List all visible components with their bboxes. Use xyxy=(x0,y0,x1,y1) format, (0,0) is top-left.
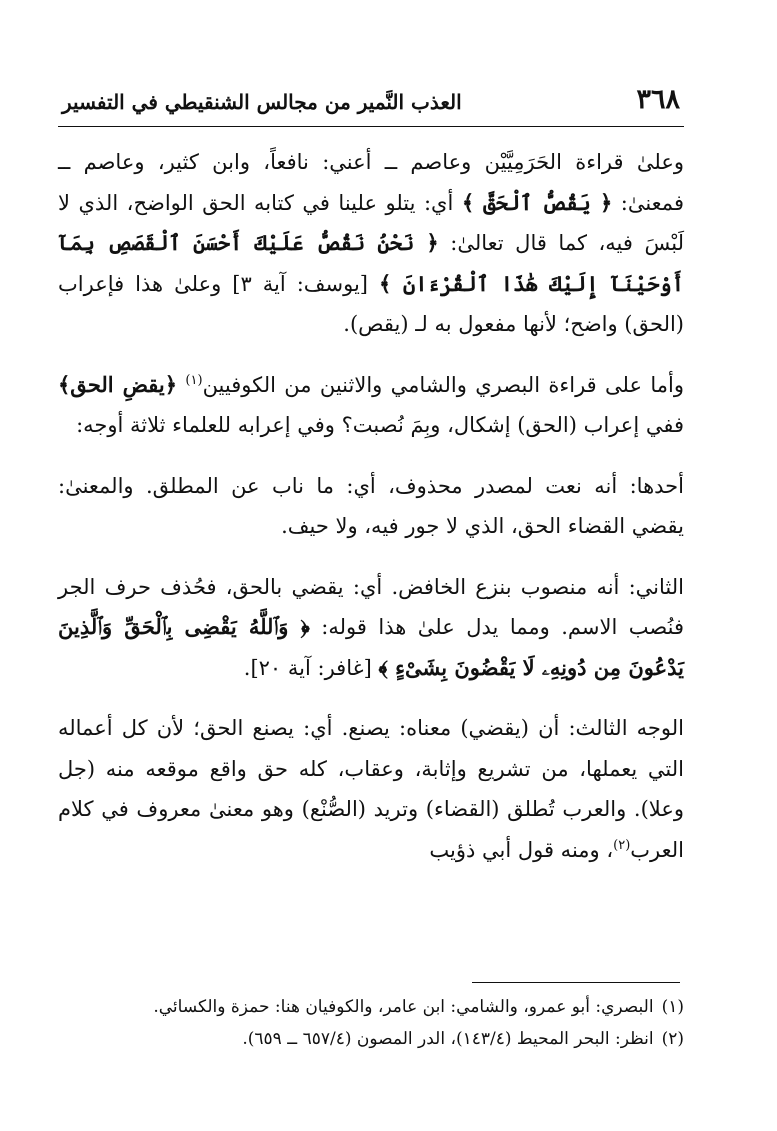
footnote-ref-2[interactable]: (٢) xyxy=(613,837,631,853)
quran-reading: ﴿يقضِ الحق﴾ xyxy=(58,371,178,397)
text-run: وعلىٰ قراءة الحَرَمِيَّيْن وعاصم ــ أعني: نافعاً، وابن كثير، وعاصم ــ فمعنىٰ: xyxy=(58,150,684,215)
quran-verse: ﴿ وَٱللَّهُ يَقْضِى بِٱلْحَقِّ وَٱلَّذِينَ يَدْعُونَ مِن دُونِهِۦ لَا يَقْضُونَ بِشَىْءٍ ﴾ xyxy=(58,614,684,680)
paragraph-4 xyxy=(58,567,684,689)
page-number: ٣٦٨ xyxy=(636,84,680,115)
text-run: [غافر: آية ٢٠]. xyxy=(243,655,379,680)
quran-verse: ﴿ نَحْنُ نَقُصُّ عَلَيْكَ أَحْسَنَ ٱلْقَصَصِ بِمَآ أَوْحَيْنَآ إِلَيْكَ هَٰذَا ٱلْقُرْءَانَ ﴾ xyxy=(58,230,685,296)
quran-verse: ﴿ يَقُصُّ ٱلْحَقَّ ﴾ xyxy=(461,189,613,215)
text-run: [يوسف: آية ٣] وعلىٰ هذا فإعراب (الحق) واضح؛ لأنها مفعول به لـ (يقص). xyxy=(58,271,684,336)
footnotes xyxy=(58,992,684,1056)
paragraph-3 xyxy=(58,466,684,547)
text-run: الوجه الثالث: أن (يقضي) معناه: يصنع. أي: يصنع الحق؛ لأن كل أعماله التي يعملها، من تشريع وإثابة، وعقاب، كله حق واقع موقعه منه (جل وعلا). والعرب تُطلق (القضاء) وتريد (الصُّنْع) وهو معنىٰ معروف في كلام العرب xyxy=(58,716,684,862)
footnote-text: البصري: أبو عمرو، والشامي: ابن عامر، والكوفيان هنا: حمزة والكسائي. xyxy=(153,997,654,1017)
footnote-number: (٢) xyxy=(661,1029,684,1049)
text-run: أحدها: أنه نعت لمصدر محذوف، أي: ما ناب عن المطلق. والمعنىٰ: يقضي القضاء الحق، الذي لا جور فيه، ولا حيف. xyxy=(58,473,684,538)
footnote-separator xyxy=(472,982,680,983)
footnote-1 xyxy=(58,992,684,1022)
text-run: أي: يتلو علينا في كتابه الحق الواضح، الذي لا لَبْسَ فيه، كما قال تعالىٰ: xyxy=(58,190,684,255)
page-header xyxy=(58,82,684,127)
text-run: وأما على قراءة البصري والشامي والاثنين من الكوفيين xyxy=(202,372,684,397)
footnote-text: انظر: البحر المحيط (١٤٣/٤)، الدر المصون (٦٥٧/٤ ــ ٦٥٩). xyxy=(242,1029,654,1049)
text-run: ، ومنه قول أبي ذؤيب xyxy=(429,837,614,862)
footnote-2 xyxy=(58,1024,684,1054)
paragraph-5 xyxy=(58,708,684,870)
footnote-number: (١) xyxy=(661,997,684,1017)
running-title: العذب النَّمير من مجالس الشنقيطي في التفسير xyxy=(62,90,462,114)
footnote-ref-1[interactable]: (١) xyxy=(185,372,203,388)
paragraph-2 xyxy=(58,365,684,446)
text-run: ففي إعراب (الحق) إشكال، وبِمَ نُصبت؟ وفي إعرابه للعلماء ثلاثة أوجه: xyxy=(76,413,684,437)
paragraph-1 xyxy=(58,142,684,345)
body-text xyxy=(58,142,684,890)
text-run: الثاني: أنه منصوب بنزع الخافض. أي: يقضي بالحق، فحُذف حرف الجر فنُصب الاسم. ومما يدل علىٰ هذا قوله: xyxy=(58,574,684,639)
